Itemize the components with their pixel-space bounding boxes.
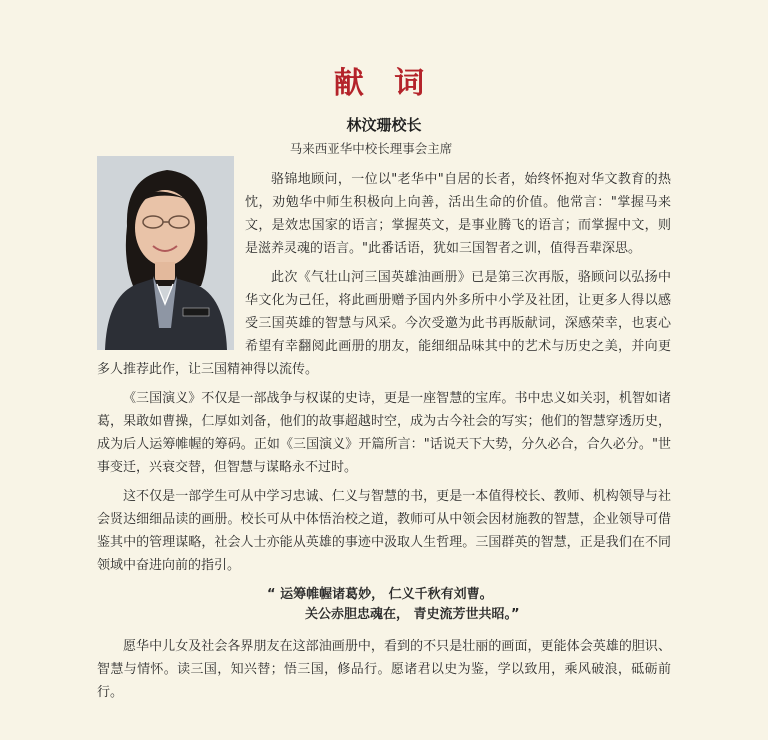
paragraph-1: 骆锦地顾问，一位以"老华中"自居的长者，始终怀抱对华文教育的热忱，劝勉华中师生积极向上向善，活出生命的价值。他常言："掌握马来文，是效忠国家的语言；掌握英文，是事业腾飞的语言；而掌握中文，则是滋养灵魂的语言。"此番话语，犹如三国智者之训，值得吾辈深思。 <box>245 172 671 256</box>
poem-line-2: 关公赤胆忠魂在， 青史流芳世共昭。” <box>305 607 520 622</box>
photo-spacer <box>97 168 245 354</box>
author-name: 林汶珊校长 <box>346 116 422 134</box>
poem-quote <box>97 585 671 625</box>
closing-paragraph: 愿华中儿女及社会各界朋友在这部油画册中，看到的不只是壮丽的画面，更能体会英雄的胆识、智慧与情怀。读三国，知兴替；悟三国，修品行。愿诸君以史为鉴，学以致用，乘风破浪，砥砺前行。 <box>97 639 671 700</box>
author-role: 马来西亚华中校长理事会主席 <box>289 141 453 156</box>
poem-line-1: “ 运筹帷幄诸葛妙， 仁义千秋有刘曹。 <box>267 587 493 602</box>
article-body <box>97 168 671 710</box>
paragraph-2: 此次《气壮山河三国英雄油画册》已是第三次再版，骆顾问以弘扬中华文化为己任，将此画册赠予国内外多所中小学及社团，让更多人得以感受三国英雄的智慧与风采。今次受邀为此书再版献词，深感荣幸，也衷心希望有幸翻阅此画册的朋友，能细细品味其中的艺术与历史之美，并向更多人推荐此作，让三国精神得以流传。 <box>97 270 671 377</box>
page-title: 献 词 <box>333 66 435 101</box>
paragraph-4: 这不仅是一部学生可从中学习忠诚、仁义与智慧的书，更是一本值得校长、教师、机构领导与社会贤达细细品读的画册。校长可从中体悟治校之道，教师可从中领会因材施教的智慧，企业领导可借鉴其中的管理谋略，社会人士亦能从英雄的事迹中汲取人生哲理。三国群英的智慧，正是我们在不同领域中奋进向前的指引。 <box>97 489 671 573</box>
paragraph-3: 《三国演义》不仅是一部战争与权谋的史诗，更是一座智慧的宝库。书中忠义如关羽，机智如诸葛，果敢如曹操，仁厚如刘备，他们的故事超越时空，成为古今社会的写实；他们的智慧穿透历史，成为后人运筹帷幄的筹码。正如《三国演义》开篇所言："话说天下大势，分久必合，合久必分。"世事变迁，兴衰交替，但智慧与谋略永不过时。 <box>97 391 671 475</box>
